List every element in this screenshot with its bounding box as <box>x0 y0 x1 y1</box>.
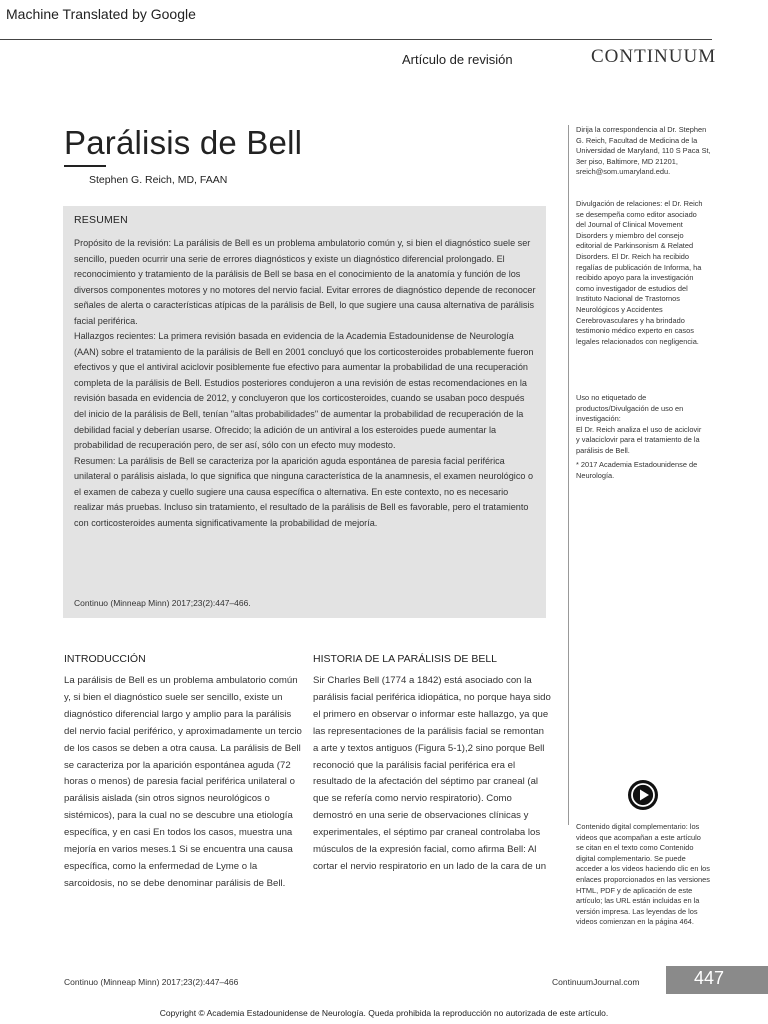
unlabeled-use-heading: Uso no etiquetado de productos/Divulgación de uso en investigación: <box>576 393 684 424</box>
sidebar-copyright-text: * 2017 Academia Estadounidense de Neurología. <box>576 460 698 480</box>
sidebar-digital-content <box>576 822 710 928</box>
page-number: 447 <box>693 968 725 988</box>
disclosure-text: Divulgación de relaciones: el Dr. Reich se desempeña como editor asociado del Journal of Clinical Movement Disorders y miembro del consejo editorial de Parkinsonism & Related Disorders. El Dr. Reich ha recibido regalías de publicación de Informa, ha recibido apoyo para la investigación como investigador de estudios del Instituto Nacional de Trastornos Neurológicos y Accidentes Cerebrovasculares y ha brindado testimonio médico experto en casos legales relacionados con negligencia. <box>576 199 703 346</box>
sidebar-copyright <box>576 460 706 481</box>
title-underline <box>64 165 106 167</box>
article-title: Parálisis de Bell <box>64 124 303 161</box>
intro-body <box>64 673 302 893</box>
intro-heading: INTRODUCCIÓN <box>64 653 146 665</box>
video-play-icon[interactable] <box>628 780 658 810</box>
history-body <box>313 673 551 876</box>
sidebar-disclosure <box>576 199 766 347</box>
history-heading: HISTORIA DE LA PARÁLISIS DE BELL <box>313 653 498 665</box>
sidebar-divider <box>568 125 569 825</box>
footer-site-link[interactable]: ContinuumJournal.com <box>552 977 640 987</box>
abstract-citation: Continuo (Minneap Minn) 2017;23(2):447–466. <box>74 598 251 608</box>
correspondence-text: Dirija la correspondencia al Dr. Stephen G. Reich, Facultad de Medicina de la Universidad de Maryland, 110 S Paca St, 3er piso, Baltimore, MD 21201, sreich@som.umaryland.edu. <box>576 125 711 177</box>
sidebar-unlabeled-use <box>576 393 706 457</box>
unlabeled-use-text: El Dr. Reich analiza el uso de aciclovir y valaciclovir para el tratamiento de la parálisis de Bell. <box>576 424 702 455</box>
sidebar-correspondence <box>576 125 716 178</box>
section-label: Artículo de revisión <box>402 52 513 67</box>
journal-logo: CONTINUUM <box>591 46 717 67</box>
header-rule <box>0 39 712 40</box>
abstract-summary: Resumen: La parálisis de Bell se caracteriza por la aparición aguda espontánea de paresia facial periférica unilateral o parálisis aislada, lo que significa que ninguna característica de la anamnesis, el examen neurológico o el examen de cabeza y cuello sugiere una causa específica o alternativa. En este contexto, no es necesario realizar más pruebas. Incluso sin tratamiento, el resultado de la parálisis de Bell es favorable, pero el tratamiento con corticosteroides aumenta significativamente la probabilidad de mejoría. <box>74 455 534 528</box>
abstract-purpose: Propósito de la revisión: La parálisis de Bell es un problema ambulatorio común y, si bien el diagnóstico suele ser sencillo, pueden ocurrir una serie de errores diagnósticos y existe un diagnóstico diferencial prolongado. El reconocimiento y tratamiento de la parálisis de Bell se basa en el conocimiento de la anatomía y función de los diversos componentes motores y no motores del nervio facial. Evitar errores de diagnóstico depende de reconocer señales de alerta o características atípicas de la parálisis de Bell, lo que sugiere una causa alternativa de parálisis facial periférica. <box>74 238 536 326</box>
machine-translation-notice: Machine Translated by Google <box>6 6 196 22</box>
abstract-body <box>74 236 537 531</box>
copyright-notice: Copyright © Academia Estadounidense de Neurología. Queda prohibida la reproducción no autorizada de este artículo. <box>159 1008 609 1018</box>
history-paragraph: Sir Charles Bell (1774 a 1842) está asociado con la parálisis facial periférica idiopática, no porque haya sido el primero en observar o informar este hallazgo, ya que las representaciones de la parálisis facial se remontan a arte y textos antiguos (Figura 5-1),2 sino porque Bell reconoció que la parálisis facial periférica era el resultado de la afectación del séptimo par craneal (al que se refería como nervio respiratorio). Como demostró en una serie de observaciones clínicas y experimentales, el séptimo par craneal controlaba los músculos de la expresión facial, como afirma Bell: Al cortar el nervio respiratorio en un lado de la cara de un <box>313 675 551 872</box>
abstract-findings: Hallazgos recientes: La primera revisión basada en evidencia de la Academia Estadounidense de Neurología (AAN) sobre el tratamiento de la parálisis de Bell en 2001 concluyó que los corticosteroides probablemente fueron efectivos y que el antiviral aciclovir posiblemente fue efectivo para aumentar la probabilidad de una recuperación completa de la parálisis de Bell. Estudios posteriores condujeron a una revisión de estas recomendaciones en la revisión basada en evidencia de 2012, y concluyeron que los corticosteroides, cuando se usaban poco después del inicio de la parálisis de Bell, tenían "altas probabilidades" de aumentar la probabilidad de recuperación de la debilidad facial y deberían usarse. Ofrecido; la adición de un antiviral a los esteroides puede aumentar la probabilidad de recuperación pero, de ser así, sólo con un efecto muy modesto. <box>74 331 534 451</box>
article-author: Stephen G. Reich, MD, FAAN <box>89 174 228 186</box>
intro-paragraph: La parálisis de Bell es un problema ambulatorio común y, si bien el diagnóstico suele ser sencillo, existe un diagnóstico diferencial largo y amplio para la parálisis del nervio facial periférico, y aproximadamente un tercio de los casos se deben a otra causa. La parálisis de Bell se caracteriza por la aparición espontánea aguda (72 horas o menos) de paresia facial periférica unilateral o parálisis aislada (sin otros signos neurológicos o sistémicos), para la cual no se descubre una etiología específica, y en casi En todos los casos, muestra una mejoría en varios meses.1 Si se encuentra una causa específica, como la enfermedad de Lyme o la sarcoidosis, no se debe denominar parálisis de Bell. <box>64 675 302 889</box>
digital-content-text: Contenido digital complementario: los videos que acompañan a este artículo se citan en el texto como Contenido digital complementario. Se puede acceder a los videos haciendo clic en los enlaces proporcionados en las versiones HTML, PDF y de aplicación de este artículo; las URL están incluidas en la versión impresa. Las leyendas de los videos comienzan en la página 464. <box>576 822 710 927</box>
abstract-heading: RESUMEN <box>74 214 128 226</box>
footer-citation: Continuo (Minneap Minn) 2017;23(2):447–466 <box>64 977 239 987</box>
